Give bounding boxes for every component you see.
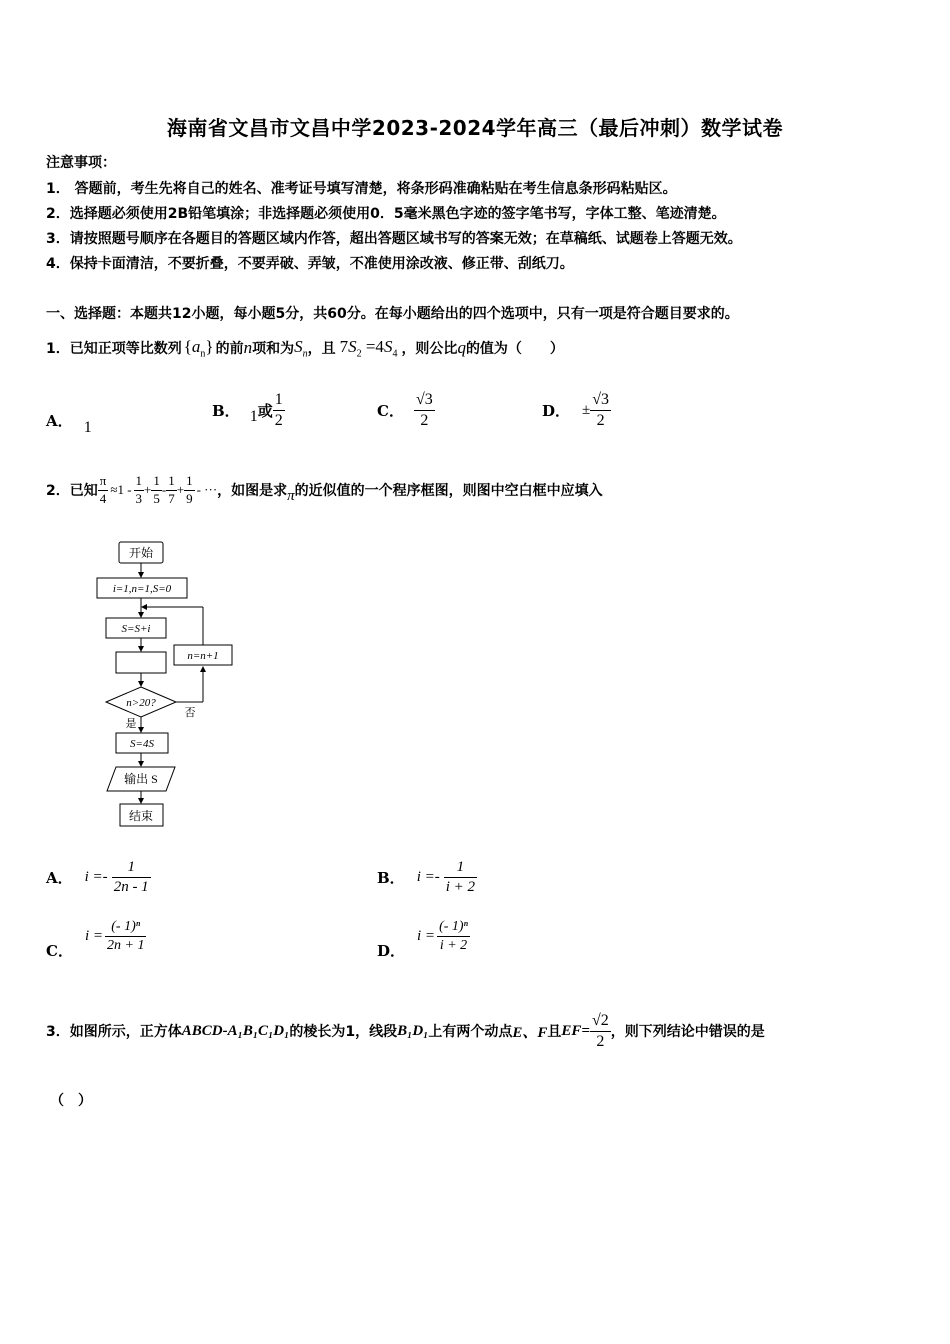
flow-yes: 是 bbox=[125, 718, 137, 730]
q1-equation: $7S_2 =4S_4$ bbox=[339, 336, 398, 360]
notice-item: 1． 答题前，考生先将自己的姓名、准考证号填写清楚，将条形码准确粘贴在考生信息条形码粘贴区。 bbox=[46, 181, 677, 197]
q1-option-b[interactable]: B． 1 或 $\frac{1}{2}$ bbox=[212, 391, 283, 429]
flow-inc: n=n+1 bbox=[187, 650, 219, 662]
q1-option-d[interactable]: D． ± $\frac{√3}{2}$ bbox=[542, 391, 610, 429]
flow-sum: S=S+i bbox=[121, 623, 151, 635]
page-title: 海南省文昌市文昌中学2023-2024学年高三（最后冲刺）数学试卷 bbox=[166, 116, 784, 140]
notice-item: 2．选择题必须使用2B铅笔填涂；非选择题必须使用0．5毫米黑色字迹的签字笔书写，字体工整、笔迹清楚。 bbox=[46, 206, 726, 222]
q2-option-a[interactable]: A． i =- $\frac{1}{2n - 1}$ bbox=[46, 859, 149, 895]
q1-sn: $S_n$ bbox=[294, 336, 308, 360]
flow-no: 否 bbox=[184, 707, 196, 719]
section-heading: 一、选择题：本题共12小题，每小题5分，共60分。在每小题给出的四个选项中，只有一项是符合题目要求的。 bbox=[46, 306, 739, 322]
notice-item: 4．保持卡面清洁，不要折叠，不要弄破、弄皱，不准使用涂改液、修正带、刮纸刀。 bbox=[46, 256, 574, 272]
flow-cond: n>20? bbox=[126, 697, 156, 709]
flow-mult: S=4S bbox=[130, 738, 154, 750]
flow-blank-box bbox=[116, 652, 166, 673]
notice-item: 3．请按照题号顺序在各题目的答题区域内作答，超出答题区域书写的答案无效；在草稿纸、试题卷上答题无效。 bbox=[46, 231, 742, 247]
notice-heading: 注意事项： bbox=[46, 155, 116, 171]
q1-stem-a: 1．已知正项等比数列 bbox=[46, 341, 182, 357]
question-1-stem: 1．已知正项等比数列 $\{a_n\}$ 的前 n 项和为 $S_n$ ，且 $7S_2 =4S_4$ ，则公比 q 的值为（ ） bbox=[46, 336, 564, 360]
flow-end: 结束 bbox=[128, 809, 154, 823]
q3-answer-paren: （ ） bbox=[50, 1093, 92, 1109]
flowchart bbox=[90, 535, 250, 835]
question-3-stem: 3．如图所示，正方体 ABCD-A₁B₁C₁D₁ 的棱长为1，线段 B₁D₁ 上有两个动点 E、F 且 EF= $\frac{√2}{2}$ ，则下列结论中错误的是 bbox=[46, 1011, 765, 1050]
q1-option-c[interactable]: C． $\frac{√3}{2}$ bbox=[377, 391, 433, 429]
flow-init: i=1,n=1,S=0 bbox=[112, 583, 172, 595]
q2-option-d[interactable]: D． i = $\frac{\text{(- 1)ⁿ}}{i + 2}$ bbox=[377, 919, 468, 960]
flow-out: 输出 S bbox=[124, 772, 158, 786]
flow-start: 开始 bbox=[128, 546, 154, 560]
question-2-stem: 2．已知 $\frac{\pi}{4}$ ≈1 - $\frac{1}{3}$ + $\frac{1}{5}$ - $\frac{1}{7}$ + $\frac{1}{9}$ - ··· ，如图是求 π 的近似值的一个程序框图，则图中空白框中应填入 bbox=[46, 473, 603, 506]
q1-option-a[interactable]: A． 1 bbox=[46, 412, 92, 436]
q2-option-c[interactable]: C． i = $\frac{\text{(- 1)ⁿ}}{2n + 1}$ bbox=[46, 919, 145, 960]
q2-option-b[interactable]: B． i =- $\frac{1}{i + 2}$ bbox=[377, 859, 476, 895]
